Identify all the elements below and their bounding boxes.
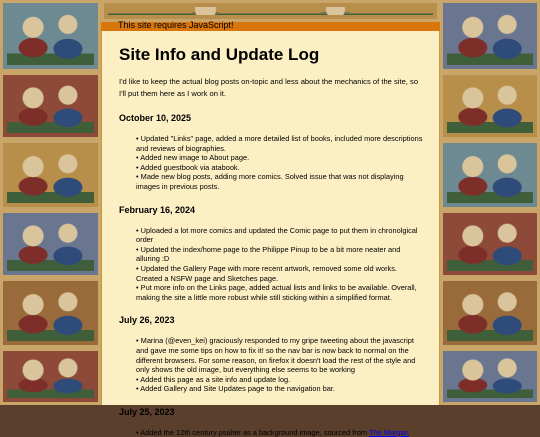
- log-entry: [119, 406, 423, 437]
- morgan-link[interactable]: The Morgan: [368, 427, 409, 437]
- main-content: [101, 31, 440, 437]
- background-panel: [0, 72, 101, 140]
- log-item: • Updated the index/home page to the Philippe Pinup to be a bit more neater and alluring :D: [136, 245, 423, 264]
- log-item: • Put more info on the Links page, added actual lists and links to be available. Overall, making the site a little more robust while still sticking within a simplified format.: [136, 283, 423, 302]
- log-date: February 16, 2024: [119, 204, 196, 215]
- log-entry: [119, 112, 423, 192]
- background-panel: [0, 278, 101, 348]
- log-item: • Added new image to About page.: [136, 153, 423, 163]
- background-panel: [0, 0, 101, 72]
- page-title: Site Info and Update Log: [119, 45, 320, 64]
- log-item-text: Added the 12th century psalter as a background image, sourced from: [140, 427, 368, 437]
- log-item: • Uploaded a lot more comics and updated the Comic page to put them in chronolgical order: [136, 226, 423, 245]
- log-entry: [119, 204, 423, 303]
- log-items: [119, 428, 423, 437]
- log-items: [119, 226, 423, 303]
- log-date: October 10, 2025: [119, 113, 192, 123]
- log-items: [119, 134, 423, 192]
- javascript-notice: This site requires JavaScript!: [118, 20, 234, 30]
- log-item: • Made new blog posts, adding more comics. Solved issue that was not displaying images in previous posts.: [136, 172, 423, 191]
- log-item: • Updated the Gallery Page with more recent artwork, removed some old works. Created a NSFW page and Sketches page.: [136, 264, 423, 283]
- log-item: • Added Gallery and Site Updates page to the navigation bar.: [136, 384, 423, 394]
- log-date: July 25, 2023: [119, 406, 175, 417]
- log-item: • Updated "Links" page, added a more detailed list of books, included more descriptions and reviews of biographies.: [136, 134, 423, 153]
- background-panel: [440, 348, 540, 405]
- background-panel: [440, 278, 540, 348]
- background-panel: [440, 210, 540, 278]
- log-item: • Added this page as a site info and update log.: [136, 375, 423, 385]
- log-entry: [119, 314, 423, 394]
- log-item: • Added guestbook via atabook.: [136, 163, 423, 173]
- background-panel: [440, 72, 540, 140]
- page-intro: I'd like to keep the actual blog posts on-topic and less about the mechanics of the site, so I'll put them here as I work on it.: [119, 77, 419, 98]
- background-panel: [101, 0, 440, 22]
- background-panel: [440, 0, 540, 72]
- background-panel: [0, 210, 101, 278]
- background-panel: [0, 140, 101, 210]
- log-item: [136, 428, 423, 437]
- background-panel: [0, 348, 101, 405]
- log-items: [119, 336, 423, 394]
- log-date: July 26, 2023: [119, 315, 175, 326]
- background-panel: [440, 140, 540, 210]
- log-item: • Marina (@even_kei) graciously responded to my gripe tweeting about the javascript and gave me some tips on how to fix it! so the nav bar is now back to normal on the different browsers. For some reason, on firefox it doesn't load the rest of the style and only shows the old image, but everything else seems to be working: [136, 336, 423, 374]
